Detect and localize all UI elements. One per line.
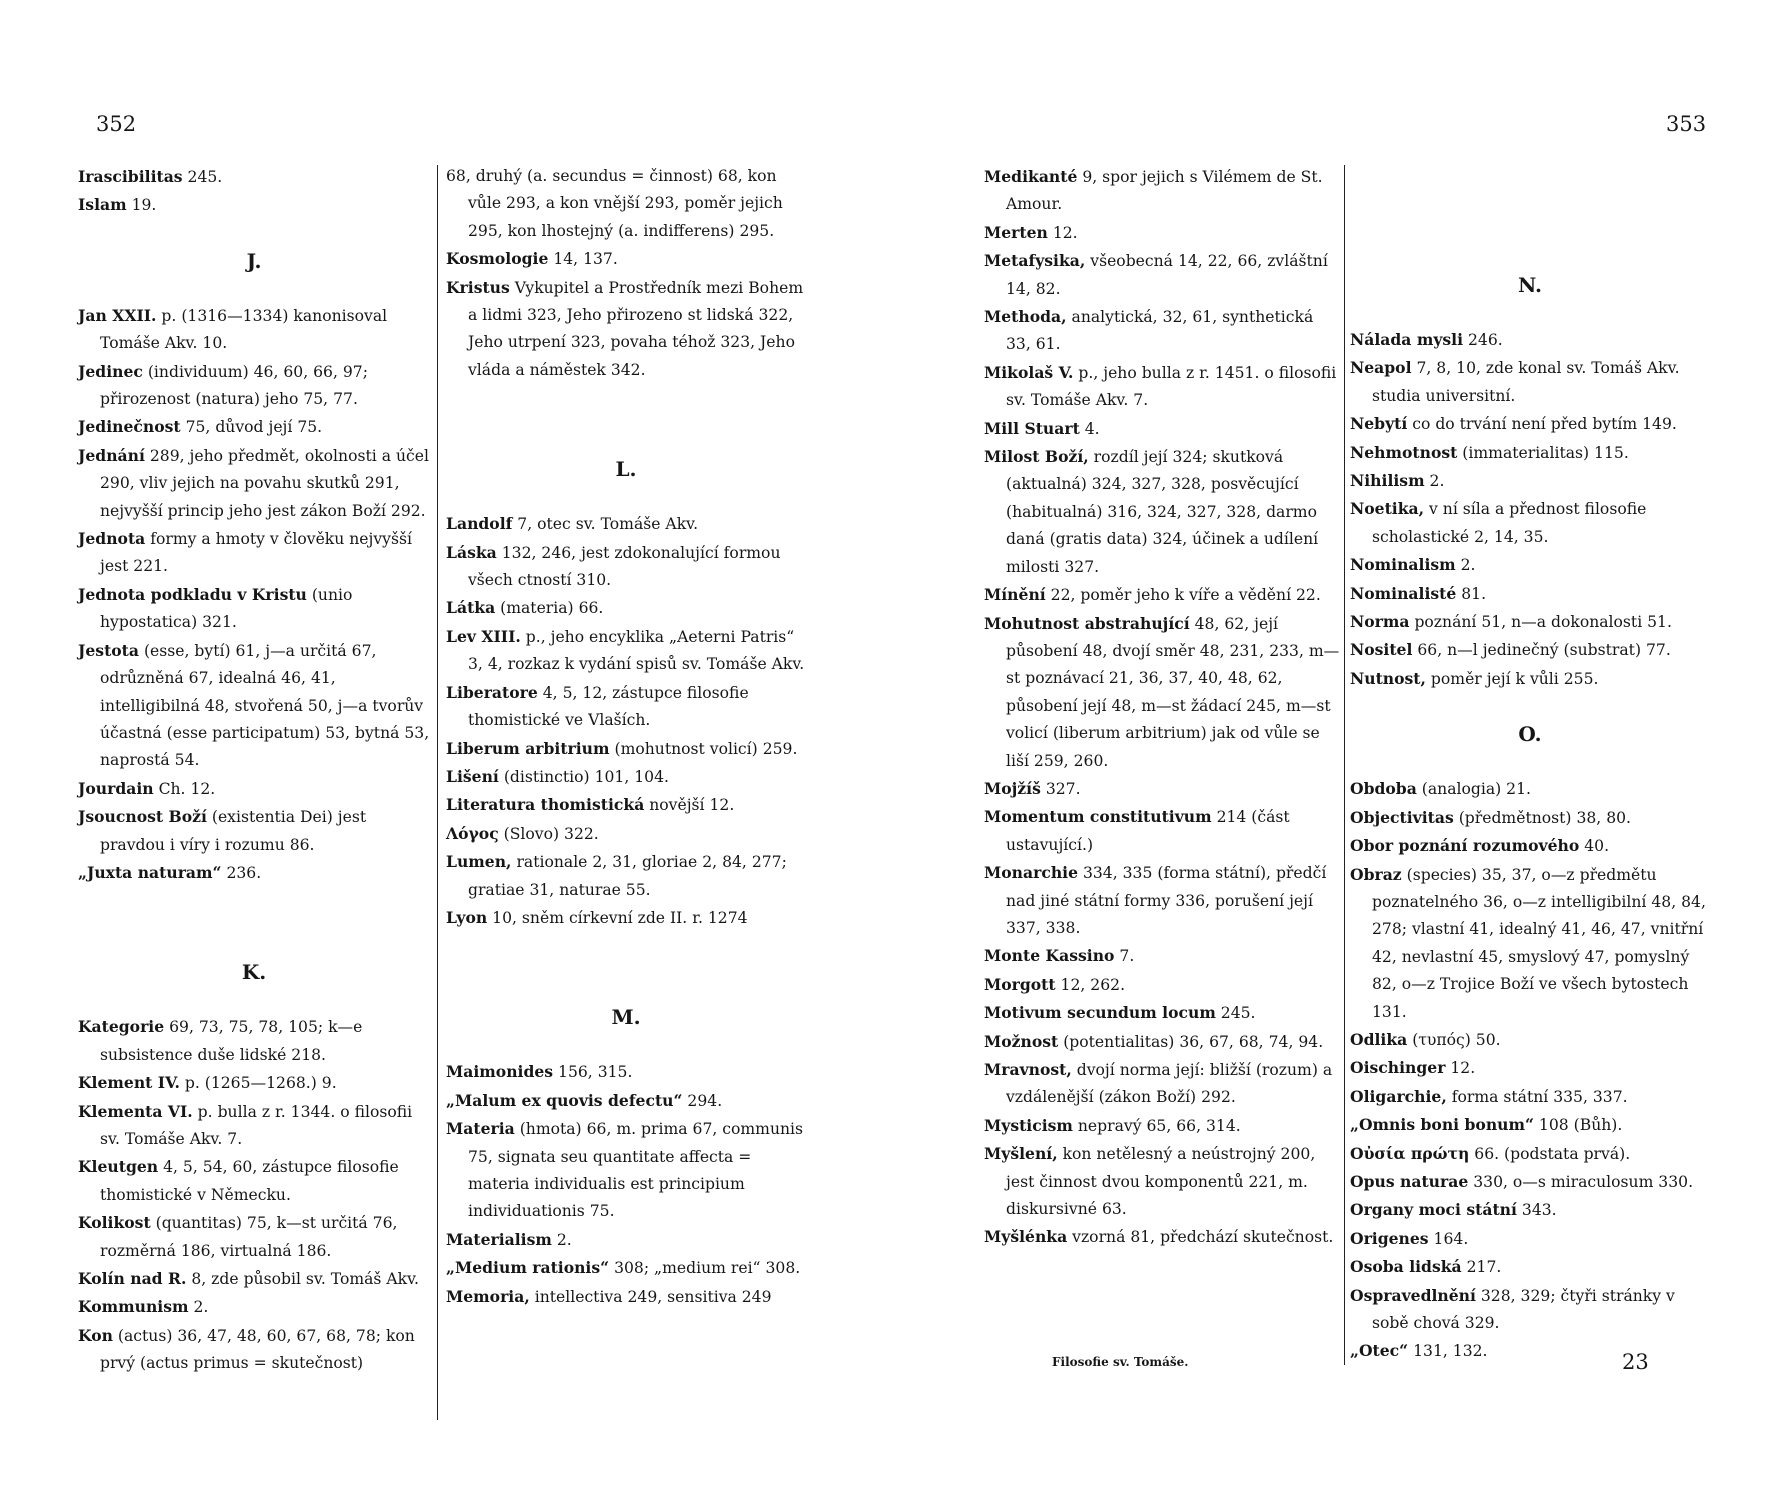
- index-entry: [984, 999, 1340, 1027]
- entry-headword: Myšlení,: [984, 1144, 1058, 1164]
- entry-headword: Motivum secundum locum: [984, 1003, 1216, 1023]
- entry-headword: Kolikost: [78, 1213, 151, 1233]
- index-entry: [446, 848, 806, 904]
- entry-headword: Materia: [446, 1119, 515, 1139]
- entry-headword: „Omnis boni bonum“: [1350, 1115, 1534, 1135]
- index-entry: [984, 1028, 1340, 1056]
- entry-headword: Lyon: [446, 907, 488, 927]
- entry-headword: Merten: [984, 222, 1048, 242]
- entry-text: (individuum) 46, 60, 66, 97; přirozenost (natura) jeho 75, 77.: [100, 362, 368, 409]
- entry-headword: „Juxta naturam“: [78, 862, 222, 882]
- entry-headword: Origenes: [1350, 1228, 1429, 1248]
- index-entry: [1350, 551, 1710, 579]
- index-entry: [1350, 636, 1710, 664]
- entry-text: Vykupitel a Prostředník mezi Bohem a lidmi 323, Jeho přirozeno st lidská 322, Jeho utrpení 323, povaha téhož 323, Jeho vláda a náměstek 342.: [468, 278, 804, 379]
- index-entry: [1350, 1168, 1710, 1196]
- index-entry: [984, 359, 1340, 415]
- index-entry: [984, 163, 1340, 219]
- entry-text: p. (1265—1268.) 9.: [179, 1074, 337, 1093]
- index-entry: [984, 1140, 1340, 1223]
- index-entry: [446, 820, 806, 848]
- index-entry: [78, 1322, 430, 1378]
- index-entry: [984, 415, 1340, 443]
- entry-headword: Mill Stuart: [984, 418, 1080, 438]
- entry-text: (actus) 36, 47, 48, 60, 67, 68, 78; kon prvý (actus primus = skutečnost): [100, 1326, 415, 1373]
- entry-text: (předmětnost) 38, 80.: [1453, 808, 1632, 827]
- index-entry: [1350, 804, 1710, 832]
- entry-text: 214 (část ustavující.): [1006, 808, 1290, 854]
- entry-headword: Monte Kassino: [984, 946, 1115, 966]
- entry-headword: Nositel: [1350, 640, 1413, 660]
- entry-headword: Literatura thomistická: [446, 795, 645, 815]
- index-entry: [446, 763, 806, 791]
- entry-headword: Možnost: [984, 1031, 1059, 1051]
- entry-headword: Mikolaš V.: [984, 362, 1074, 382]
- entry-text: 66, n—l jedinečný (substrat) 77.: [1412, 641, 1671, 660]
- index-entry: [984, 219, 1340, 247]
- entry-headword: Nominalism: [1350, 555, 1456, 575]
- entry-headword: Ospravedlnění: [1350, 1285, 1476, 1305]
- entry-text: 330, o—s miraculosum 330.: [1468, 1172, 1694, 1191]
- index-entry: [446, 1226, 806, 1254]
- index-entry: [446, 1115, 806, 1226]
- entry-headword: Obdoba: [1350, 779, 1417, 799]
- index-entry: [1350, 1196, 1710, 1224]
- section-gap: [78, 887, 430, 931]
- index-entry: [78, 413, 430, 441]
- index-entry: [984, 971, 1340, 999]
- entry-text: 108 (Bůh).: [1533, 1116, 1623, 1135]
- entry-headword: Liberum arbitrium: [446, 738, 610, 758]
- index-entry: [446, 1283, 806, 1311]
- index-entry: [446, 163, 806, 245]
- entry-text: 48, 62, její působení 48, dvojí směr 48, 231, 233, m—st poznávací 21, 36, 37, 40, 48, 62, působení její 48, m—st žádací 245, m—st volicí (liberum arbitrium) jak od vůle se liší 259, 260.: [1006, 614, 1340, 770]
- index-entry: [984, 942, 1340, 970]
- index-entry: [984, 775, 1340, 803]
- entry-text: poměr její k vůli 255.: [1425, 669, 1599, 688]
- index-entry: [78, 191, 430, 219]
- entry-text: p., jeho encyklika „Aeterni Patris“ 3, 4, rozkaz k vydání spisů sv. Tomáše Akv.: [468, 627, 805, 674]
- column-divider: [1344, 165, 1345, 1365]
- entry-text: Ch. 12.: [153, 779, 216, 798]
- entry-text: 40.: [1579, 837, 1610, 856]
- index-entry: [78, 775, 430, 803]
- index-entry: [78, 442, 430, 525]
- entry-headword: Odlika: [1350, 1029, 1408, 1049]
- entry-text: 7, 8, 10, zde konal sv. Tomáš Akv. studia universitní.: [1372, 359, 1680, 405]
- entry-text: (esse, bytí) 61, j—a určitá 67, odrůzněná 67, idealná 46, 41, intelligibilná 48, stvořená 50, j—a tvorův účastná (esse participatum) 53, bytná 53, naprostá 54.: [100, 641, 430, 770]
- entry-headword: Λόγος: [446, 823, 499, 843]
- entry-headword: Maimonides: [446, 1062, 554, 1082]
- entry-headword: Jan XXII.: [78, 305, 157, 325]
- index-entry: [1350, 495, 1710, 551]
- index-entry: [1350, 580, 1710, 608]
- entry-text: 236.: [221, 863, 262, 882]
- index-entry: [984, 1056, 1340, 1112]
- index-entry: [446, 1058, 806, 1086]
- entry-text: formy a hmoty v člověku nejvyšší jest 221.: [100, 530, 412, 576]
- index-entry: [446, 594, 806, 622]
- entry-text: rozdíl její 324; skutková (aktualná) 324, 327, 328, posvěcující (habitualná) 316, 324, 327, 328, darmo daná (gratis data) 324, účinek a udílení milosti 327.: [1006, 448, 1319, 576]
- index-entry: [984, 859, 1340, 942]
- entry-text: co do trvání není před bytím 149.: [1407, 415, 1677, 434]
- entry-text: 2.: [551, 1230, 572, 1249]
- entry-text: 246.: [1463, 331, 1503, 349]
- entry-text: (existentia Dei) jest pravdou i víry i rozumu 86.: [100, 808, 367, 854]
- section-letter: K.: [241, 960, 267, 985]
- entry-headword: „Otec“: [1350, 1341, 1409, 1361]
- entry-headword: Látka: [446, 598, 496, 618]
- entry-text: (τυπός) 50.: [1407, 1030, 1501, 1049]
- entry-headword: „Malum ex quovis defectu“: [446, 1090, 683, 1110]
- entry-text: 14, 137.: [548, 250, 618, 269]
- entry-headword: Lišení: [446, 766, 499, 786]
- index-entry: [984, 443, 1340, 581]
- entry-text: 164.: [1428, 1229, 1469, 1248]
- index-entry: [1350, 608, 1710, 636]
- entry-headword: Neapol: [1350, 358, 1412, 378]
- page-number-right: 353: [1666, 112, 1707, 136]
- index-entry: [78, 302, 430, 358]
- index-entry: [78, 1013, 430, 1069]
- entry-headword: Jedinec: [78, 361, 143, 381]
- entry-headword: Nebytí: [1350, 414, 1408, 434]
- entry-headword: Kommunism: [78, 1297, 189, 1317]
- entry-headword: Mravnost,: [984, 1060, 1072, 1079]
- entry-text: 10, sněm církevní zde II. r. 1274: [487, 908, 748, 927]
- entry-text: 245.: [1215, 1004, 1256, 1023]
- index-entry: [1350, 665, 1710, 693]
- entry-text: 4.: [1079, 419, 1100, 438]
- entry-headword: Landolf: [446, 514, 513, 534]
- index-entry: [984, 803, 1340, 859]
- entry-text: 132, 246, jest zdokonalující formou všech ctností 310.: [468, 543, 781, 590]
- index-entry: [78, 525, 430, 581]
- index-entry: [78, 1098, 430, 1154]
- entry-headword: Kristus: [446, 277, 510, 297]
- entry-headword: Láska: [446, 542, 497, 562]
- index-entry: [78, 1293, 430, 1321]
- entry-text: 19.: [126, 196, 157, 215]
- index-entry: [1350, 1140, 1710, 1168]
- index-entry: [1350, 1225, 1710, 1253]
- entry-text: novější 12.: [644, 796, 735, 815]
- entry-text: nepravý 65, 66, 314.: [1072, 1116, 1241, 1135]
- section-letter: J.: [246, 248, 262, 273]
- entry-text: 75, důvod její 75.: [180, 418, 323, 437]
- entry-headword: Oischinger: [1350, 1058, 1446, 1078]
- section-gap: [446, 932, 806, 976]
- column-divider: [437, 165, 438, 1420]
- entry-text: 334, 335 (forma státní), předčí nad jiné státní formy 336, porušení její 337, 338.: [1006, 864, 1327, 937]
- index-entry: [1350, 775, 1710, 803]
- entry-text: kon netělesný a neústrojný 200, jest činnost dvou komponentů 221, m. diskursivné 63.: [1006, 1145, 1316, 1219]
- entry-text: 8, zde působil sv. Tomáš Akv.: [186, 1270, 420, 1288]
- index-entry: [78, 1209, 430, 1265]
- index-entry: [446, 274, 806, 385]
- entry-headword: Jedinečnost: [78, 417, 181, 437]
- index-entry: [1350, 1054, 1710, 1082]
- index-entry: [78, 637, 430, 775]
- entry-text: dvojí norma její: bližší (rozum) a vzdálenější (zákon Boží) 292.: [1006, 1061, 1333, 1107]
- entry-headword: Jednota podkladu v Kristu: [78, 584, 307, 604]
- entry-text: všeobecná 14, 22, 66, zvláštní 14, 82.: [1006, 252, 1328, 298]
- entry-headword: Lev XIII.: [446, 626, 521, 646]
- index-column-1: [78, 163, 430, 1378]
- entry-headword: Klementa VI.: [78, 1101, 193, 1121]
- entry-headword: Jednání: [78, 445, 145, 465]
- entry-text: 245.: [182, 168, 223, 186]
- entry-text: poznání 51, n—a dokonalosti 51.: [1409, 613, 1672, 632]
- entry-text: 156, 315.: [553, 1063, 633, 1082]
- index-entry: [446, 679, 806, 735]
- entry-text: (unio hypostatica) 321.: [100, 585, 353, 632]
- entry-text: 12.: [1047, 223, 1078, 242]
- section-letter: L.: [615, 457, 637, 482]
- entry-headword: Memoria,: [446, 1286, 530, 1306]
- entry-text: (quantitas) 75, k—st určitá 76, rozměrná 186, virtualná 186.: [100, 1214, 398, 1260]
- index-entry: [1350, 410, 1710, 438]
- index-entry: [1350, 1337, 1710, 1365]
- entry-headword: Οὐσία πρώτη: [1350, 1143, 1470, 1163]
- entry-text: 343.: [1516, 1201, 1557, 1220]
- entry-text: 2.: [188, 1298, 209, 1317]
- entry-headword: „Medium rationis“: [446, 1258, 610, 1278]
- entry-headword: Kleutgen: [78, 1157, 159, 1177]
- entry-headword: Kategorie: [78, 1017, 165, 1037]
- entry-headword: Obor poznání rozumového: [1350, 836, 1580, 856]
- entry-headword: Nihilism: [1350, 471, 1425, 491]
- entry-headword: Noetika,: [1350, 499, 1425, 519]
- index-entry: [1350, 1111, 1710, 1139]
- entry-text: 308; „medium rei“ 308.: [609, 1259, 801, 1278]
- entry-headword: Norma: [1350, 612, 1410, 632]
- entry-text: 7, otec sv. Tomáše Akv.: [512, 515, 699, 534]
- entry-text: (hmota) 66, m. prima 67, communis 75, signata seu quantitate affecta = materia individualis est principium individuationis 75.: [468, 1120, 804, 1221]
- entry-text: 2.: [1424, 472, 1445, 491]
- entry-headword: Materialism: [446, 1229, 552, 1249]
- section-gap: [446, 384, 806, 428]
- entry-headword: Jestota: [78, 640, 139, 660]
- entry-headword: Mínění: [984, 585, 1046, 605]
- entry-headword: Organy moci státní: [1350, 1200, 1517, 1220]
- entry-text: 68, druhý (a. secundus = činnost) 68, kon vůle 293, a kon vnější 293, poměr jejich 295, kon lhostejný (a. indifferens) 295.: [446, 167, 783, 240]
- entry-text: 7.: [1114, 947, 1135, 966]
- entry-headword: Mysticism: [984, 1115, 1073, 1135]
- entry-headword: Objectivitas: [1350, 807, 1454, 827]
- index-entry: [1350, 832, 1710, 860]
- index-entry: [1350, 354, 1710, 410]
- index-entry: [78, 859, 430, 887]
- entry-text: 12.: [1445, 1059, 1476, 1078]
- index-entry: [78, 803, 430, 859]
- entry-text: p., jeho bulla z r. 1451. o filosofii sv. Tomáše Akv. 7.: [1006, 363, 1337, 410]
- index-entry: [78, 581, 430, 637]
- entry-text: v ní síla a přednost filosofie scholastické 2, 14, 35.: [1372, 500, 1647, 546]
- entry-headword: Lumen,: [446, 852, 512, 872]
- index-column-4: [1350, 244, 1710, 1366]
- entry-text: 12, 262.: [1055, 975, 1126, 994]
- entry-headword: Kosmologie: [446, 249, 549, 269]
- entry-headword: Kolín nad R.: [78, 1269, 187, 1288]
- index-entry: [446, 1254, 806, 1282]
- entry-headword: Milost Boží,: [984, 447, 1089, 467]
- entry-headword: Liberatore: [446, 682, 538, 702]
- index-column-3: [984, 163, 1340, 1252]
- index-entry: [446, 904, 806, 932]
- index-entry: [1350, 861, 1710, 1026]
- entry-text: forma státní 335, 337.: [1446, 1087, 1628, 1106]
- section-letter: N.: [1518, 273, 1542, 297]
- index-entry: [446, 539, 806, 595]
- entry-text: (species) 35, 37, o—z předmětu poznatelného 36, o—z intelligibilní 48, 84, 278; vlastní 41, idealný 41, 46, 47, vnitřní 42, nevlastní 45, smyslový 47, pomyslný 82, o—z Trojice Boží ve všech bytostech 131.: [1372, 865, 1706, 1021]
- index-entry: [1350, 326, 1710, 354]
- entry-text: 294.: [682, 1091, 723, 1110]
- index-entry: [78, 163, 430, 191]
- entry-text: 4, 5, 54, 60, zástupce filosofie thomistické v Německu.: [100, 1158, 399, 1204]
- entry-text: p. bulla z r. 1344. o filosofii sv. Tomáše Akv. 7.: [100, 1102, 413, 1148]
- entry-text: 4, 5, 12, zástupce filosofie thomistické ve Vlaších.: [468, 683, 749, 730]
- entry-headword: Jourdain: [78, 778, 154, 798]
- index-entry: [984, 303, 1340, 359]
- entry-headword: Momentum constitutivum: [984, 807, 1212, 827]
- entry-text: 131, 132.: [1408, 1342, 1488, 1361]
- entry-text: vzorná 81, předchází skutečnost.: [1067, 1228, 1334, 1247]
- entry-headword: Irascibilitas: [78, 167, 183, 186]
- entry-text: rationale 2, 31, gloriae 2, 84, 277; gratiae 31, naturae 55.: [468, 853, 787, 899]
- index-entry: [1350, 1026, 1710, 1054]
- index-entry: [984, 581, 1340, 609]
- entry-headword: Medikanté: [984, 167, 1078, 186]
- footer-note: Filosofie sv. Tomáše.: [1052, 1355, 1189, 1369]
- entry-text: 69, 73, 75, 78, 105; k—e subsistence duše lidské 218.: [100, 1018, 363, 1064]
- entry-text: 66. (podstata prvá).: [1469, 1144, 1631, 1163]
- index-entry: [984, 610, 1340, 775]
- entry-text: 289, jeho předmět, okolnosti a účel 290, vliv jejich na povahu skutků 291, nejvyšší princip jeho jest zákon Boží 292.: [100, 446, 429, 520]
- entry-text: 9, spor jejich s Vilémem de St. Amour.: [1006, 168, 1323, 214]
- index-entry: [1350, 1282, 1710, 1338]
- index-entry: [78, 358, 430, 414]
- section-letter: O.: [1518, 722, 1542, 747]
- entry-text: (materia) 66.: [495, 599, 604, 618]
- index-entry: [446, 623, 806, 679]
- entry-headword: Oligarchie,: [1350, 1086, 1447, 1106]
- signature-number: 23: [1622, 1350, 1649, 1374]
- index-entry: [446, 1087, 806, 1115]
- index-entry: [78, 1069, 430, 1097]
- entry-headword: Nehmotnost: [1350, 442, 1458, 462]
- index-entry: [1350, 1083, 1710, 1111]
- entry-headword: Nutnost,: [1350, 668, 1426, 688]
- index-entry: [1350, 439, 1710, 467]
- entry-text: 22, poměr jeho k víře a vědění 22.: [1045, 586, 1321, 605]
- entry-text: (Slovo) 322.: [498, 824, 599, 843]
- entry-headword: Jsoucnost Boží: [78, 807, 207, 827]
- page-number-left: 352: [96, 112, 137, 136]
- entry-headword: Jednota: [78, 529, 146, 549]
- index-entry: [446, 791, 806, 819]
- index-entry: [446, 735, 806, 763]
- index-entry: [1350, 1253, 1710, 1281]
- index-entry: [1350, 467, 1710, 495]
- entry-text: (analogia) 21.: [1416, 780, 1531, 799]
- entry-text: (distinctio) 101, 104.: [498, 767, 669, 786]
- entry-headword: Islam: [78, 195, 127, 215]
- index-entry: [984, 1223, 1340, 1251]
- entry-headword: Klement IV.: [78, 1073, 180, 1093]
- index-entry: [446, 510, 806, 538]
- section-letter: M.: [611, 1005, 641, 1030]
- entry-headword: Metafysika,: [984, 251, 1086, 271]
- entry-headword: Opus naturae: [1350, 1171, 1469, 1191]
- index-entry: [984, 247, 1340, 303]
- entry-text: 81.: [1456, 584, 1487, 603]
- entry-text: (immaterialitas) 115.: [1457, 443, 1629, 462]
- index-entry: [78, 1265, 430, 1293]
- entry-headword: Osoba lidská: [1350, 1257, 1462, 1277]
- entry-headword: Nominalisté: [1350, 583, 1457, 603]
- entry-headword: Monarchie: [984, 863, 1078, 883]
- entry-headword: Obraz: [1350, 864, 1402, 884]
- entry-headword: Mohutnost abstrahující: [984, 613, 1190, 633]
- entry-headword: Myšlénka: [984, 1227, 1068, 1247]
- entry-text: 327.: [1040, 779, 1081, 798]
- entry-headword: Methoda,: [984, 307, 1067, 327]
- entry-text: analytická, 32, 61, synthetická 33, 61.: [1006, 308, 1314, 354]
- entry-text: intellectiva 249, sensitiva 249: [529, 1287, 772, 1306]
- index-entry: [984, 1112, 1340, 1140]
- entry-text: (potentialitas) 36, 67, 68, 74, 94.: [1058, 1032, 1324, 1051]
- index-entry: [446, 245, 806, 273]
- entry-text: 328, 329; čtyři stránky v sobě chová 329.: [1372, 1286, 1675, 1332]
- index-column-2: [446, 163, 806, 1311]
- entry-headword: Kon: [78, 1325, 113, 1345]
- entry-headword: Nálada mysli: [1350, 330, 1464, 349]
- entry-headword: Mojžíš: [984, 778, 1041, 798]
- index-entry: [78, 1153, 430, 1209]
- entry-text: p. (1316—1334) kanonisoval Tomáše Akv. 10.: [100, 306, 388, 353]
- entry-text: 2.: [1455, 556, 1476, 575]
- entry-text: (mohutnost volicí) 259.: [609, 739, 798, 758]
- entry-headword: Morgott: [984, 974, 1056, 994]
- entry-text: 217.: [1461, 1258, 1502, 1277]
